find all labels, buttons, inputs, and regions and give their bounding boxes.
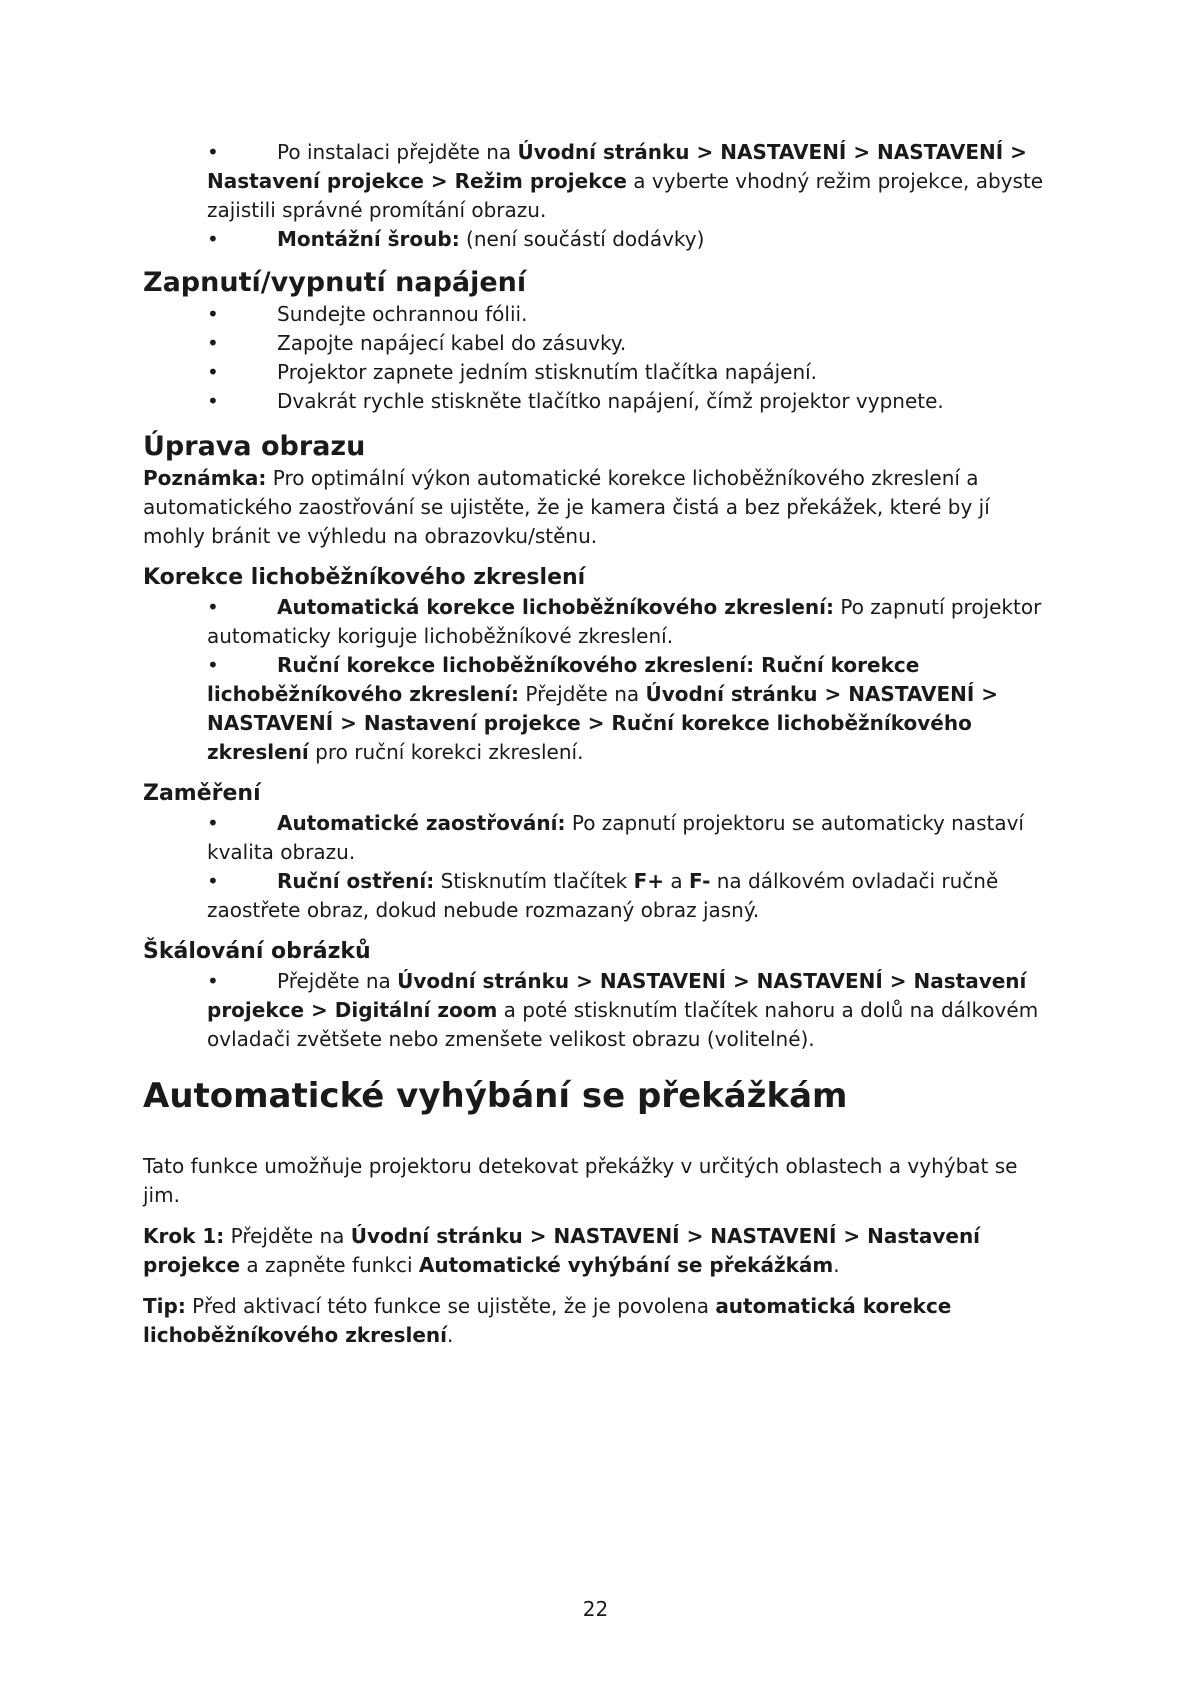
list-item: • Sundejte ochrannou fólii. — [207, 300, 1048, 329]
tip-paragraph: Tip: Před aktivací této funkce se ujistěte, že je povolena automatická korekce lichoběžníkového zkreslení. — [143, 1294, 952, 1347]
bullet: • — [207, 302, 219, 326]
avoidance-intro: Tato funkce umožňuje projektoru detekovat překážky v určitých oblastech a vyhýbat se jim. — [143, 1154, 1018, 1207]
list-item: • Ruční korekce lichoběžníkového zkreslení: Ruční korekce lichoběžníkového zkreslení: Přejděte na Úvodní stránku > NASTAVENÍ > NASTAVENÍ > Nastavení projekce > Ruční korekce lichoběžníkového zkreslení pro ruční korekci zkreslení. — [207, 653, 999, 764]
menu-path: Úvodní stránku > NASTAVENÍ > NASTAVENÍ > Nastavení projekce > Digitální zoom — [207, 969, 1027, 1022]
note-paragraph: Poznámka: Pro optimální výkon automatické korekce lichoběžníkového zkreslení a automatického zaostřování se ujistěte, že je kamera čistá a bez překážek, které by jí mohly bránit ve výhledu na obrazovku/stěnu. — [143, 466, 990, 548]
list-item: • Ruční ostření: Stisknutím tlačítek F+ a F- na dálkovém ovladači ručně zaostřete obraz, dokud nebude rozmazaný obraz jasný. — [207, 869, 999, 922]
bullet: • — [207, 389, 219, 413]
page-number: 22 — [582, 1597, 609, 1621]
list-item: • Montážní šroub: (není součástí dodávky) — [207, 225, 1048, 254]
list-item: • Automatické zaostřování: Po zapnutí projektoru se automaticky nastaví kvalita obrazu. — [207, 811, 1024, 864]
subheading-scaling: Škálování obrázků — [143, 939, 371, 964]
bullet: • — [207, 595, 219, 619]
step-paragraph: Krok 1: Přejděte na Úvodní stránku > NASTAVENÍ > NASTAVENÍ > Nastavení projekce a zapněte funkci Automatické vyhýbání se překážkám. — [143, 1224, 981, 1277]
subheading-focus: Zaměření — [143, 781, 261, 806]
section-heading-avoidance: Automatické vyhýbání se překážkám — [143, 1076, 848, 1116]
bullet: • — [207, 227, 219, 251]
list-item: • Projektor zapnete jedním stisknutím tlačítka napájení. — [207, 358, 1048, 387]
menu-path: Úvodní stránku > NASTAVENÍ > NASTAVENÍ > Nastavení projekce > Ruční korekce lichoběžníkového zkreslení — [207, 682, 999, 764]
bullet: • — [207, 140, 219, 164]
section-heading-power: Zapnutí/vypnutí napájení — [143, 267, 527, 298]
bullet: • — [207, 811, 219, 835]
bullet: • — [207, 331, 219, 355]
list-item: • Zapojte napájecí kabel do zásuvky. — [207, 329, 1048, 358]
menu-path: Úvodní stránku > NASTAVENÍ > NASTAVENÍ > Nastavení projekce > Režim projekce — [207, 140, 1027, 193]
list-item: • Dvakrát rychle stiskněte tlačítko napájení, čímž projektor vypnete. — [207, 387, 1048, 416]
section-heading-image: Úprava obrazu — [143, 431, 366, 462]
list-item: • Po instalaci přejděte na Úvodní stránku > NASTAVENÍ > NASTAVENÍ > Nastavení projekce > Režim projekce a vyberte vhodný režim projekce, abyste zajistili správné promítání obrazu. — [207, 140, 1044, 222]
bullet: • — [207, 869, 219, 893]
list-item: • Automatická korekce lichoběžníkového zkreslení: Po zapnutí projektor automaticky koriguje lichoběžníkové zkreslení. — [207, 595, 1042, 648]
bullet: • — [207, 360, 219, 384]
bullet: • — [207, 653, 219, 677]
list-item: • Přejděte na Úvodní stránku > NASTAVENÍ > NASTAVENÍ > Nastavení projekce > Digitální zoom a poté stisknutím tlačítek nahoru a dolů na dálkovém ovladači zvětšete nebo zmenšete velikost obrazu (volitelné). — [207, 969, 1039, 1051]
bullet: • — [207, 969, 219, 993]
subheading-keystone: Korekce lichoběžníkového zkreslení — [143, 565, 586, 590]
menu-path: Úvodní stránku > NASTAVENÍ > NASTAVENÍ > Nastavení projekce — [143, 1224, 981, 1277]
document-page — [143, 138, 1048, 1350]
